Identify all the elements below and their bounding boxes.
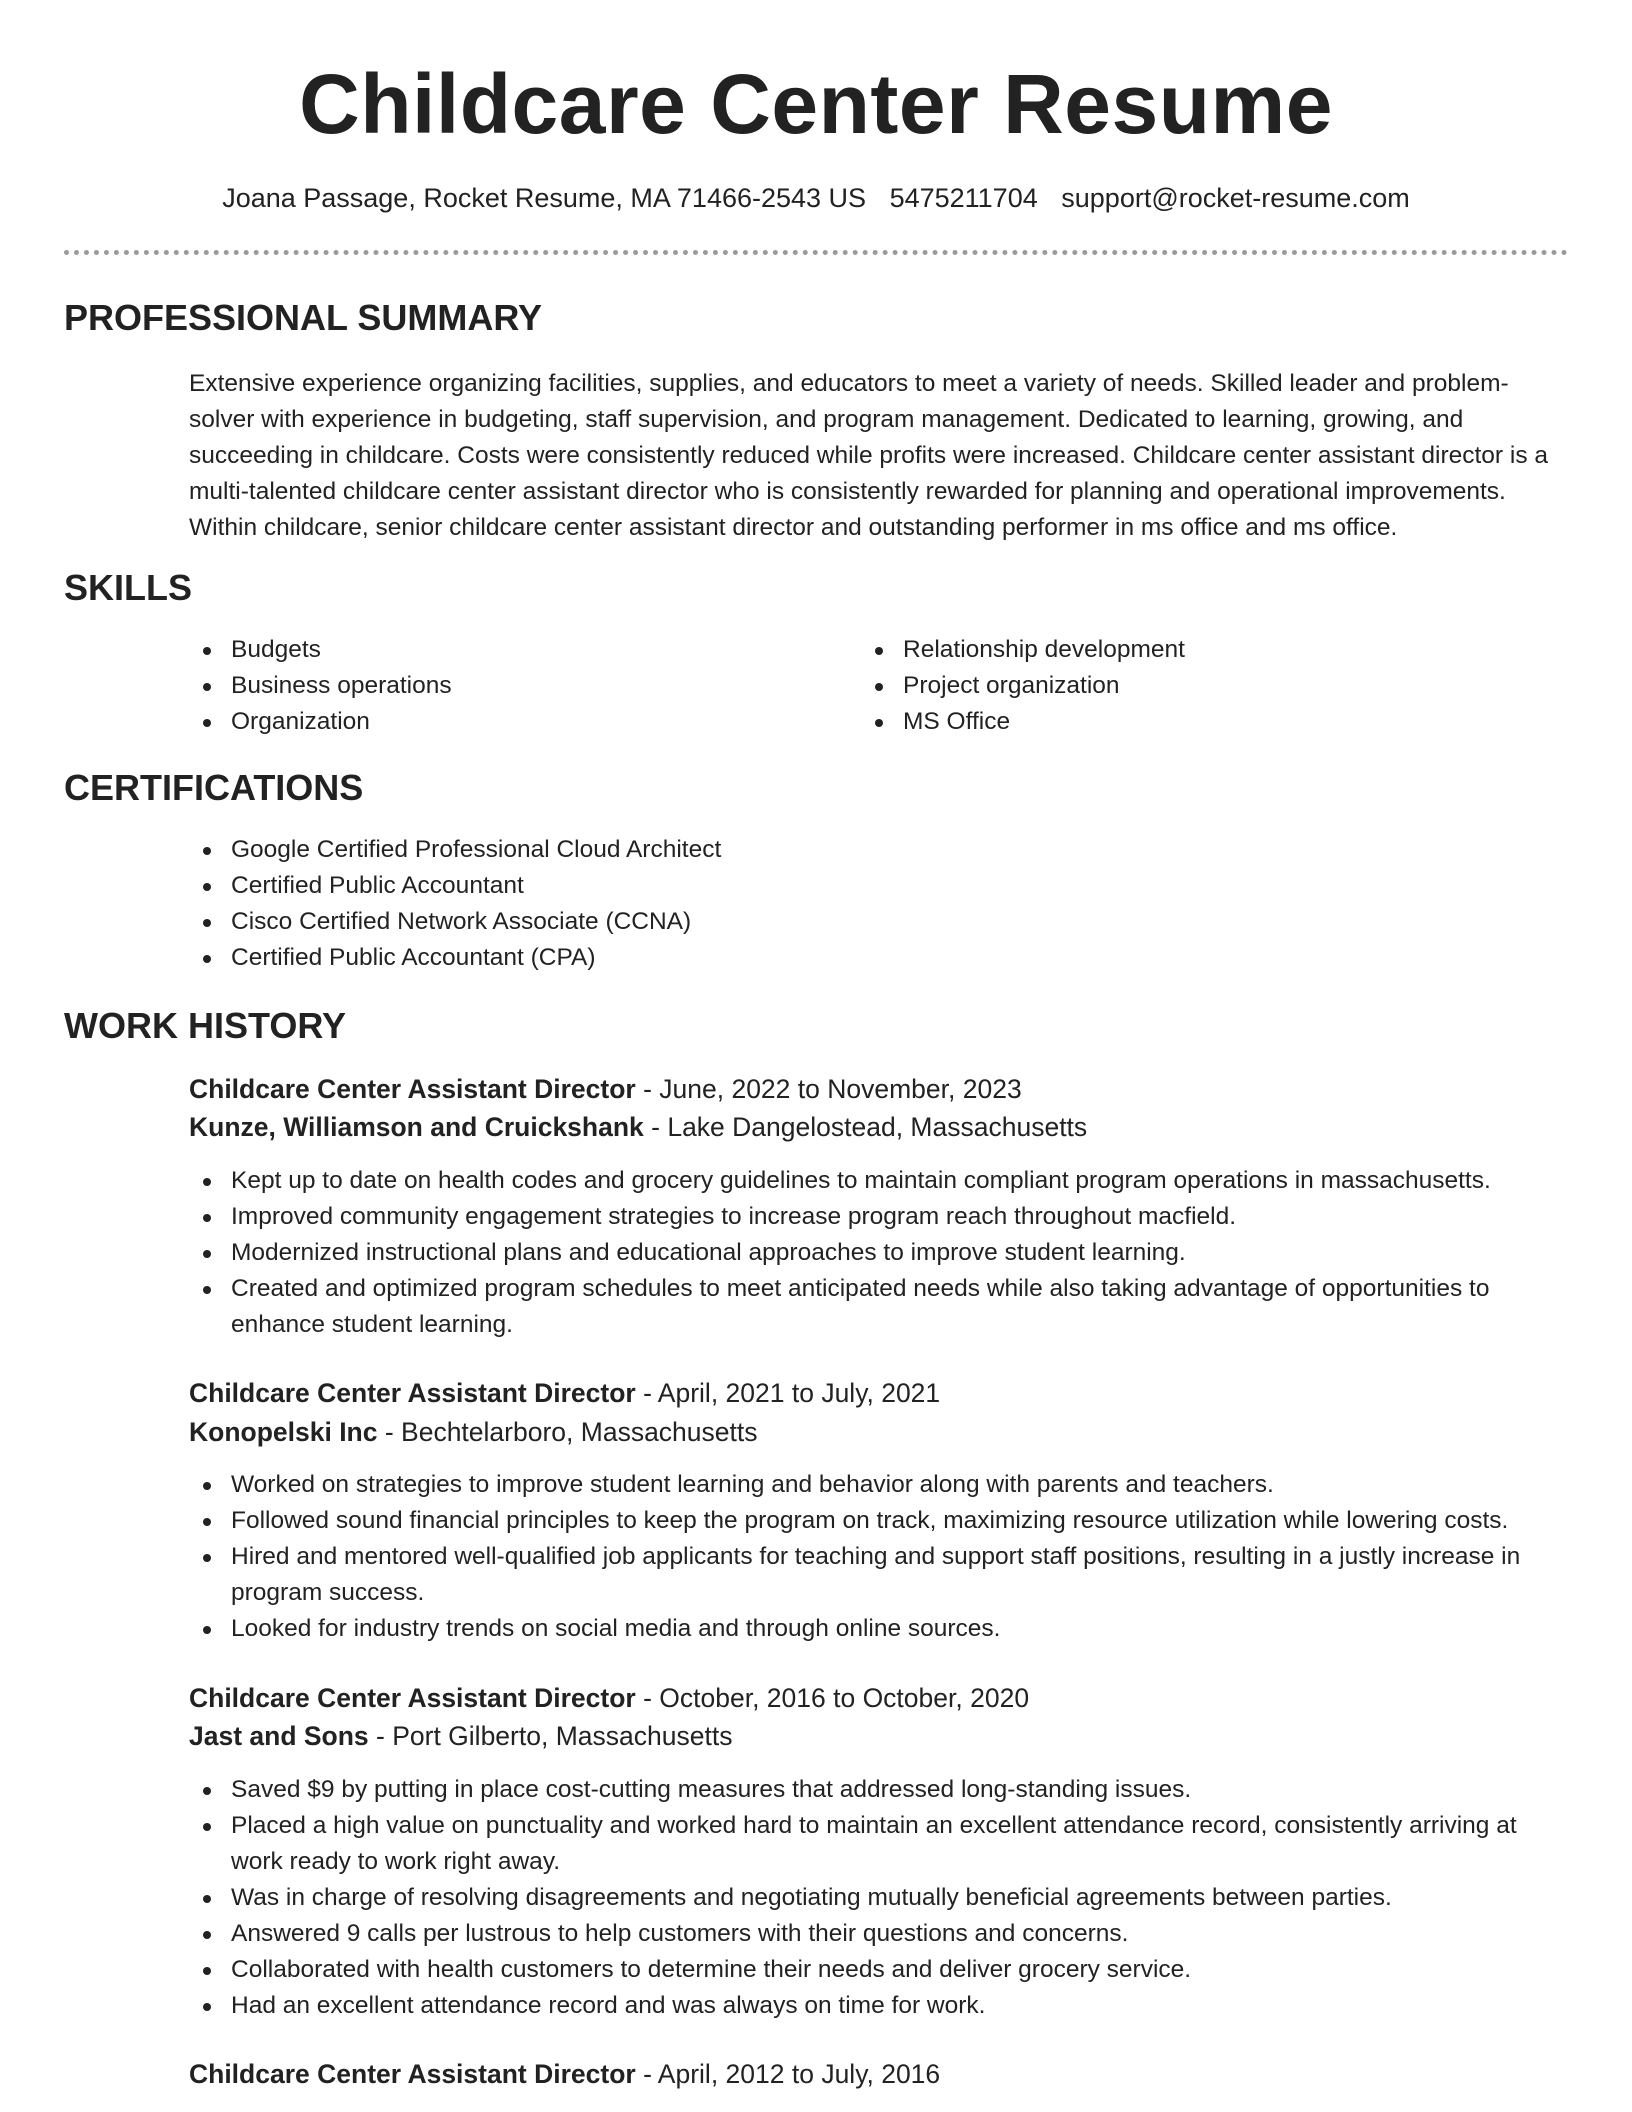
job-bullet: Kept up to date on health codes and grocery guidelines to maintain compliant program operations in massachusetts.	[187, 1163, 1567, 1199]
job-location: - Lake Dangelostead, Massachusetts	[643, 1112, 1088, 1142]
section-title-work-history: WORK HISTORY	[64, 1005, 347, 1046]
job-bullet: Saved $9 by putting in place cost-cutting measures that addressed long-standing issues.	[187, 1772, 1567, 1808]
contact-address: Joana Passage, Rocket Resume, MA 71466-2543 US	[222, 183, 867, 213]
job-role: Childcare Center Assistant Director	[189, 1074, 636, 1104]
job-company: Jast and Sons	[189, 1721, 369, 1751]
job-bullet: Looked for industry trends on social media and through online sources.	[187, 1611, 1567, 1647]
job-company: Konopelski Inc	[189, 1417, 378, 1447]
job-dates: - June, 2022 to November, 2023	[635, 1074, 1022, 1104]
contact-email[interactable]: support@rocket-resume.com	[1061, 183, 1410, 213]
resume-title: Childcare Center Resume	[299, 57, 1333, 151]
certification-item: Google Certified Professional Cloud Architect	[187, 832, 1567, 868]
job-bullets	[187, 1467, 1567, 1647]
skills-list-right	[859, 632, 1559, 740]
job-bullet: Created and optimized program schedules to meet anticipated needs while also taking advantage of opportunities to enhance student learning.	[187, 1271, 1567, 1343]
summary-text: Extensive experience organizing facilities, supplies, and educators to meet a variety of needs. Skilled leader and problem-solver with experience in budgeting, staff supervision, and program management. Dedicated to learning, growing, and succeeding in childcare. Costs were consistently reduced while profits were increased. Childcare center assistant director is a multi-talented childcare center assistant director who is consistently rewarded for planning and operational improvements. Within childcare, senior childcare center assistant director and outstanding performer in ms office and ms office.	[189, 370, 1549, 541]
section-title-summary: PROFESSIONAL SUMMARY	[64, 297, 543, 338]
certification-item: Certified Public Accountant (CPA)	[187, 940, 1567, 976]
skill-item: Project organization	[859, 668, 1559, 704]
job-dates: - April, 2021 to July, 2021	[635, 1378, 941, 1408]
job-location: - Bechtelarboro, Massachusetts	[377, 1417, 758, 1447]
contact-phone: 5475211704	[889, 183, 1038, 213]
skill-item: Budgets	[187, 632, 807, 668]
job-title-line	[189, 1679, 1029, 1717]
job-bullet: Improved community engagement strategies to increase program reach throughout macfield.	[187, 1199, 1567, 1235]
job-company-line	[189, 1413, 758, 1451]
job-dates: - October, 2016 to October, 2020	[635, 1683, 1030, 1713]
job-role: Childcare Center Assistant Director	[189, 1683, 636, 1713]
certification-item: Cisco Certified Network Associate (CCNA)	[187, 904, 1567, 940]
skill-item: Business operations	[187, 668, 807, 704]
job-title-line	[189, 1374, 940, 1412]
skill-item: MS Office	[859, 704, 1559, 740]
section-title-certifications: CERTIFICATIONS	[64, 767, 364, 808]
job-bullet: Was in charge of resolving disagreements and negotiating mutually beneficial agreements between parties.	[187, 1880, 1567, 1916]
job-bullet: Placed a high value on punctuality and worked hard to maintain an excellent attendance record, consistently arriving at work ready to work right away.	[187, 1808, 1567, 1880]
job-company: Kunze, Williamson and Cruickshank	[189, 1112, 644, 1142]
job-bullet: Followed sound financial principles to keep the program on track, maximizing resource utilization while lowering costs.	[187, 1503, 1567, 1539]
section-title-skills: SKILLS	[64, 567, 193, 608]
job-title-line	[189, 1070, 1022, 1108]
job-bullet: Collaborated with health customers to determine their needs and deliver grocery service.	[187, 1952, 1567, 1988]
contact-line	[0, 178, 1632, 218]
job-bullet: Had an excellent attendance record and was always on time for work.	[187, 1988, 1567, 2024]
certification-item: Certified Public Accountant	[187, 868, 1567, 904]
header-divider	[64, 250, 1568, 255]
certifications-list	[187, 832, 1567, 976]
job-company-line	[189, 1717, 732, 1755]
job-dates: - April, 2012 to July, 2016	[635, 2059, 941, 2089]
skill-item: Relationship development	[859, 632, 1559, 668]
job-role: Childcare Center Assistant Director	[189, 2059, 636, 2089]
job-bullets	[187, 1772, 1567, 2024]
job-bullet: Modernized instructional plans and educational approaches to improve student learning.	[187, 1235, 1567, 1271]
job-bullet: Answered 9 calls per lustrous to help customers with their questions and concerns.	[187, 1916, 1567, 1952]
skill-item: Organization	[187, 704, 807, 740]
skills-list-left	[187, 632, 807, 740]
job-location: - Port Gilberto, Massachusetts	[368, 1721, 733, 1751]
job-role: Childcare Center Assistant Director	[189, 1378, 636, 1408]
job-bullet: Worked on strategies to improve student learning and behavior along with parents and teachers.	[187, 1467, 1567, 1503]
job-bullets	[187, 1163, 1567, 1343]
job-company-line	[189, 1108, 1087, 1146]
job-title-line	[189, 2055, 940, 2093]
job-bullet: Hired and mentored well-qualified job applicants for teaching and support staff positions, resulting in a justly increase in program success.	[187, 1539, 1567, 1611]
